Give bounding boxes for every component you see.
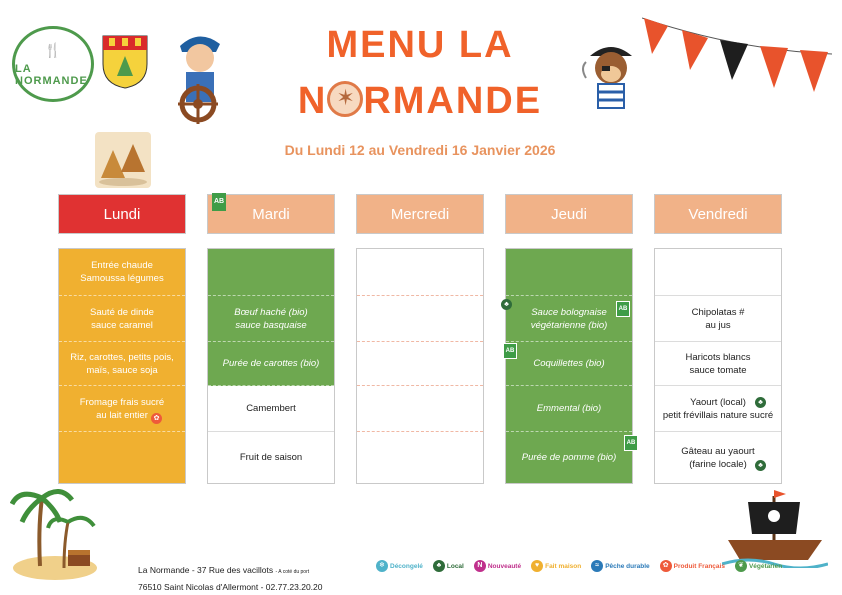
- restaurant-address: [138, 563, 323, 595]
- day-header-label: Lundi: [103, 205, 141, 223]
- menu-item: Bœuf haché (bio) sauce basquaise: [208, 296, 334, 342]
- menu-item: Purée de pomme (bio): [506, 432, 632, 483]
- new-icon: N: [474, 560, 486, 572]
- legend-produit-francais: [660, 560, 725, 572]
- menu-item: Emmental (bio): [506, 386, 632, 432]
- menu-item: [59, 432, 185, 483]
- menu-item: [357, 386, 483, 432]
- legend-label: Végétarien: [748, 562, 783, 570]
- compass-icon: [327, 81, 363, 117]
- menu-date-range: Du Lundi 12 au Vendredi 16 Janvier 2026: [284, 142, 556, 158]
- french-product-icon: ✿: [151, 413, 162, 424]
- town-crest-image: [101, 34, 149, 90]
- pirate-ship-illustration: [722, 488, 828, 568]
- logo-text: LA NORMANDE: [15, 62, 88, 87]
- treasure-island-illustration: [10, 478, 100, 582]
- day-header-mardi: [207, 194, 335, 234]
- address-note: - A coté du port: [275, 569, 310, 575]
- fork-icon: 🍴: [44, 41, 62, 58]
- local-icon: ♣: [433, 560, 445, 572]
- day-menu-mercredi: [356, 248, 484, 484]
- menu-item: [357, 342, 483, 386]
- menu-item: Sauce bolognaise végétarienne (bio): [506, 296, 632, 342]
- menu-item: Fromage frais sucré au lait entier: [59, 386, 185, 432]
- legend-label: Fait maison: [545, 562, 582, 570]
- menu-item: [357, 432, 483, 483]
- menu-item: Gâteau au yaourt (farine locale): [655, 432, 781, 483]
- legend-fait-maison: [531, 560, 581, 572]
- menu-item: [655, 249, 781, 296]
- leaf-icon: ❦: [735, 560, 747, 572]
- day-header-label: Mercredi: [390, 205, 450, 223]
- day-header-label: Jeudi: [551, 205, 587, 223]
- legend-vegetarien: [735, 560, 782, 572]
- organic-ab-icon: AB: [616, 301, 630, 317]
- samoussa-photo: [95, 132, 151, 188]
- menu-item: Fruit de saison: [208, 432, 334, 483]
- menu-item: Riz, carottes, petits pois, maïs, sauce soja: [59, 342, 185, 386]
- homemade-icon: ♥: [531, 560, 543, 572]
- legend-label: Nouveauté: [487, 562, 522, 570]
- local-product-icon: ♣: [755, 460, 766, 471]
- day-header-lundi: [58, 194, 186, 234]
- organic-ab-icon: AB: [624, 435, 638, 451]
- legend-label: Produit Français: [673, 562, 725, 570]
- label-legend: [376, 560, 782, 572]
- address-line1: La Normande - 37 Rue des vacillots: [138, 565, 274, 575]
- pirate-bunting-illustration: [642, 10, 832, 98]
- address-line2: 76510 Saint Nicolas d'Allermont - 02.77.23.20.20: [138, 582, 323, 592]
- menu-item: Camembert: [208, 386, 334, 432]
- restaurant-logo: [12, 26, 94, 102]
- legend-decongele: [376, 560, 423, 572]
- title-letter-n: N: [297, 80, 328, 122]
- legend-label: Local: [446, 562, 464, 570]
- day-menu-mardi: [207, 248, 335, 484]
- menu-item: [506, 249, 632, 296]
- menu-item: [357, 296, 483, 342]
- menu-item: Yaourt (local) petit frévillais nature sucré: [655, 386, 781, 432]
- day-header-jeudi: [505, 194, 633, 234]
- legend-nouveaute: [474, 560, 521, 572]
- menu-item: Sauté de dinde sauce caramel: [59, 296, 185, 342]
- title-letters-rmande: RMANDE: [363, 80, 543, 122]
- legend-label: Pêche durable: [605, 562, 650, 570]
- fish-icon: ≈: [591, 560, 603, 572]
- day-menu-vendredi: [654, 248, 782, 484]
- pirate-kid-illustration: [166, 26, 232, 128]
- day-header-label: Mardi: [252, 205, 290, 223]
- menu-item: [357, 249, 483, 296]
- organic-ab-icon: AB: [212, 193, 226, 211]
- snowflake-icon: ❄: [376, 560, 388, 572]
- day-header-mercredi: [356, 194, 484, 234]
- legend-label: Décongelé: [390, 562, 423, 570]
- legend-local: [433, 560, 464, 572]
- day-menu-lundi: [58, 248, 186, 484]
- french-flag-icon: ✿: [660, 560, 672, 572]
- menu-title-line1: MENU LA: [326, 24, 514, 66]
- menu-item: Haricots blancs sauce tomate: [655, 342, 781, 386]
- pirate-monkey-illustration: [578, 38, 644, 122]
- menu-item: [208, 249, 334, 296]
- menu-item: Coquillettes (bio): [506, 342, 632, 386]
- menu-item: Chipolatas # au jus: [655, 296, 781, 342]
- menu-item: Entrée chaude Samoussa légumes: [59, 249, 185, 296]
- local-product-icon: ♣: [755, 397, 766, 408]
- organic-ab-icon: AB: [503, 343, 517, 359]
- menu-title-line2: [250, 80, 590, 123]
- day-menu-jeudi: [504, 248, 636, 484]
- day-header-label: Vendredi: [688, 205, 748, 223]
- local-product-icon: ♣: [501, 299, 512, 310]
- day-header-vendredi: [654, 194, 782, 234]
- legend-peche-durable: [591, 560, 649, 572]
- menu-item: Purée de carottes (bio): [208, 342, 334, 386]
